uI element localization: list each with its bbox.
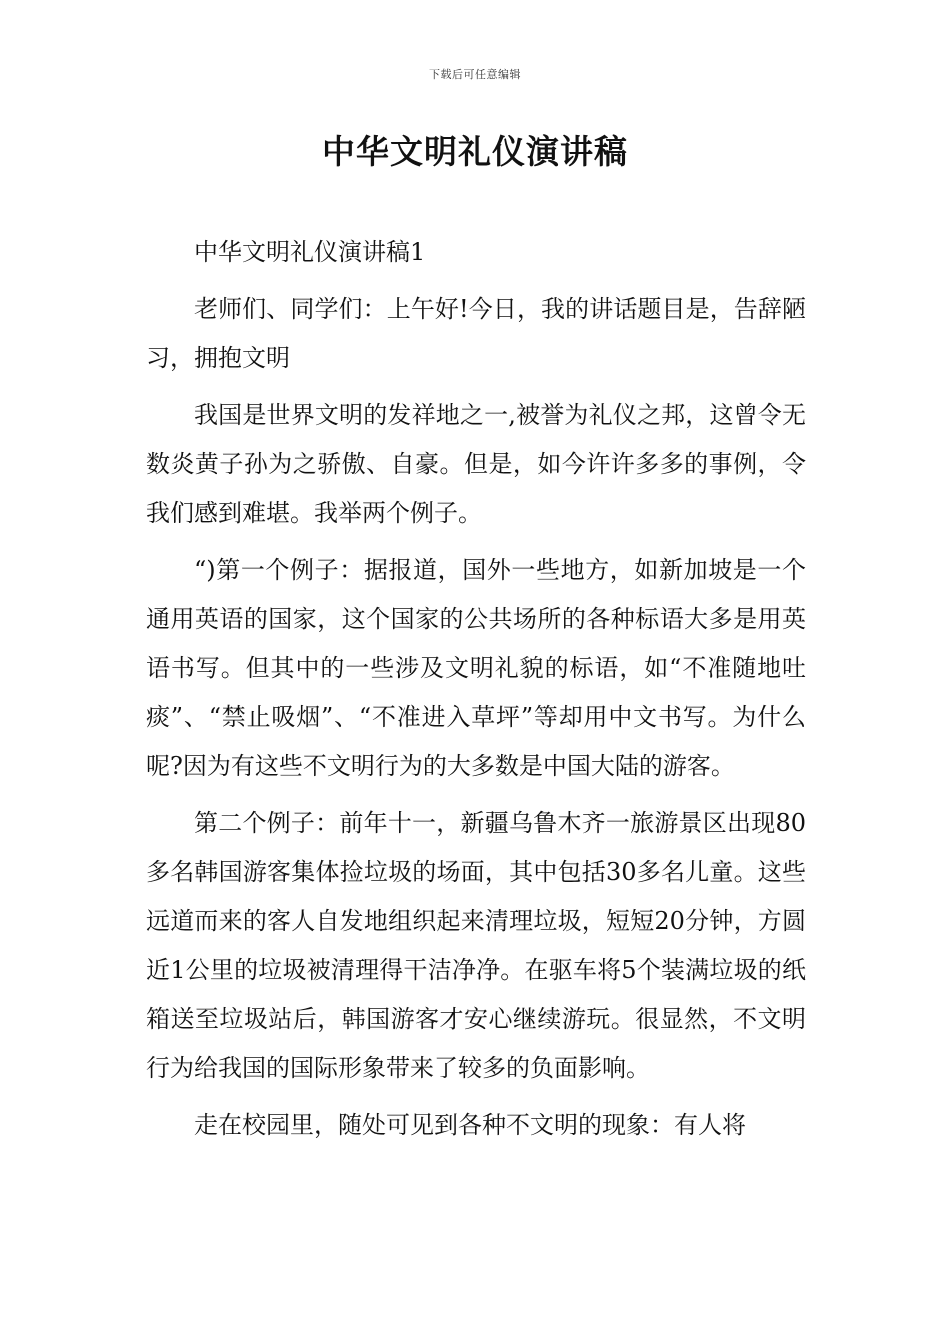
paragraph-campus: 走在校园里，随处可见到各种不文明的现象：有人将: [194, 1111, 746, 1139]
document-body: [146, 228, 806, 1158]
paragraph-example-one: “)第一个例子：据报道，国外一些地方，如新加坡是一个通用英语的国家，这个国家的公共场所的各种标语大多是用英语书写。但其中的一些涉及文明礼貌的标语，如“不准随地吐痰”、“禁止吸烟”、“不准进入草坪”等却用中文书写。为什么呢?因为有这些不文明行为的大多数是中国大陆的游客。: [146, 556, 806, 780]
paragraph-intro: 我国是世界文明的发祥地之一,被誉为礼仪之邦，这曾令无数炎黄子孙为之骄傲、自豪。但是，如今许许多多的事例，令我们感到难堪。我举两个例子。: [146, 401, 806, 527]
paragraph-subtitle: 中华文明礼仪演讲稿1: [194, 238, 426, 266]
document-title: 中华文明礼仪演讲稿: [322, 132, 628, 171]
paragraph-example-two: 第二个例子：前年十一，新疆乌鲁木齐一旅游景区出现80多名韩国游客集体捡垃圾的场面，其中包括30多名儿童。这些远道而来的客人自发地组织起来清理垃圾，短短20分钟，方圆近1公里的垃圾被清理得干洁净净。在驱车将5个装满垃圾的纸箱送至垃圾站后，韩国游客才安心继续游玩。很显然，不文明行为给我国的国际形象带来了较多的负面影响。: [146, 809, 806, 1082]
header-note: 下载后可任意编辑: [429, 68, 521, 81]
paragraph-greeting: 老师们、同学们：上午好!今日，我的讲话题目是，告辞陋习，拥抱文明: [146, 295, 806, 372]
